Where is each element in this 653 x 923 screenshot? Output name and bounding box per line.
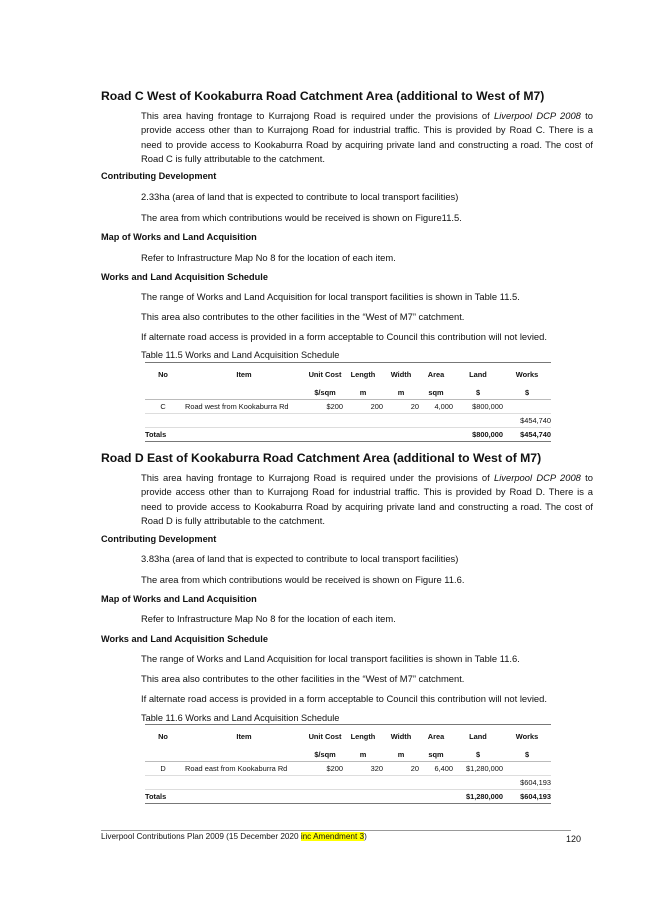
col-land-header: Land [453, 725, 503, 748]
unit-cell: m [397, 387, 405, 397]
cell-works [503, 400, 551, 414]
unit-cell: $/sqm [314, 387, 336, 397]
cell-no: D [145, 762, 181, 776]
unit-cell: $ [524, 387, 530, 397]
unit-cell: m [359, 749, 367, 759]
cell-width: 20 [383, 762, 419, 776]
col-area-header: Area [419, 363, 453, 386]
schedule-line: If alternate road access is provided in a form acceptable to Council this contribution will not levied. [141, 693, 547, 704]
section-intro [141, 471, 593, 529]
col-works-header: Works [503, 725, 551, 748]
intro-italic-ref: Liverpool DCP 2008 [494, 472, 581, 483]
footer-divider [101, 830, 571, 831]
table-caption: Table 11.5 Works and Land Acquisition Schedule [141, 350, 340, 360]
cell-area: 4,000 [419, 400, 453, 414]
section-title: Road C West of Kookaburra Road Catchment Area (additional to West of M7) [101, 89, 545, 103]
cell-unit-cost: $200 [307, 400, 343, 414]
intro-text: This area having frontage to Kurrajong Road is required under the provisions of [141, 110, 495, 121]
contributing-heading: Contributing Development [101, 534, 217, 544]
cell-length: 320 [343, 762, 383, 776]
col-item-header: Item [181, 725, 307, 748]
intro-text-cont: to provide access other than to Kurrajong Road for industrial traffic. This is provided by Road C. There is a need to provide access to Kookaburra Road by acquiring private land and constructing a road. The cost of Road C is fully attributable to the catchment. [141, 110, 593, 165]
table-totals-row [145, 428, 551, 442]
cell-no: C [145, 400, 181, 414]
unit-cell [181, 385, 307, 400]
cell-length: 200 [343, 400, 383, 414]
unit-cell: sqm [428, 749, 444, 759]
col-no-header: No [145, 725, 181, 748]
schedule-line: The range of Works and Land Acquisition for local transport facilities is shown in Table 11.5. [141, 291, 520, 302]
contributing-heading: Contributing Development [101, 171, 217, 181]
map-text: Refer to Infrastructure Map No 8 for the location of each item. [141, 252, 396, 263]
map-text: Refer to Infrastructure Map No 8 for the location of each item. [141, 613, 396, 624]
table-works-row [145, 414, 551, 428]
contributing-figure: The area from which contributions would be received is shown on Figure 11.6. [141, 574, 465, 585]
schedule-heading: Works and Land Acquisition Schedule [101, 272, 268, 282]
table-units-row [145, 747, 551, 762]
totals-label: Totals [145, 790, 307, 804]
schedule-line: This area also contributes to the other facilities in the “West of M7” catchment. [141, 673, 465, 684]
unit-cell: $ [475, 387, 481, 397]
footer-highlight: inc Amendment 3 [300, 832, 365, 841]
footer-plan-title: Liverpool Contributions Plan 2009 (15 December 2020 [101, 832, 301, 841]
cell-works-value: $604,193 [503, 776, 551, 790]
footer-close: ) [364, 832, 367, 841]
cell-land: $1,280,000 [453, 762, 503, 776]
totals-works: $454,740 [503, 428, 551, 442]
col-unit-cost-header: Unit Cost [307, 363, 343, 386]
table-units-row [145, 385, 551, 400]
intro-text-cont: to provide access other than to Kurrajong Road for industrial traffic. This is provided by Road D. There is a need to provide access to Kookaburra Road by acquiring private land and constructing a road. The cost of Road D is fully attributable to the catchment. [141, 472, 593, 527]
col-item-header: Item [181, 363, 307, 386]
table-header-row [145, 725, 551, 748]
section-intro [141, 109, 593, 167]
unit-cell [145, 747, 181, 762]
cell-works-value: $454,740 [503, 414, 551, 428]
contributing-area: 3.83ha (area of land that is expected to contribute to local transport facilities) [141, 553, 459, 564]
unit-cell [145, 385, 181, 400]
cell-item: Road west from Kookaburra Rd [181, 400, 307, 414]
totals-label: Totals [145, 428, 307, 442]
unit-cell: m [397, 749, 405, 759]
col-land-header: Land [453, 363, 503, 386]
unit-cell: m [359, 387, 367, 397]
totals-land: $800,000 [453, 428, 503, 442]
cell-width: 20 [383, 400, 419, 414]
table-row [145, 762, 551, 776]
intro-text: This area having frontage to Kurrajong Road is required under the provisions of [141, 472, 495, 483]
schedule-table [145, 362, 551, 442]
col-length-header: Length [343, 725, 383, 748]
unit-cell: $/sqm [314, 749, 336, 759]
col-width-header: Width [383, 363, 419, 386]
unit-cell: $ [524, 749, 530, 759]
schedule-line: If alternate road access is provided in a form acceptable to Council this contribution will not levied. [141, 331, 547, 342]
table-caption: Table 11.6 Works and Land Acquisition Schedule [141, 713, 340, 723]
totals-land: $1,280,000 [453, 790, 503, 804]
section-title: Road D East of Kookaburra Road Catchment Area (additional to West of M7) [101, 451, 542, 465]
table-header-row [145, 363, 551, 386]
contributing-figure: The area from which contributions would be received is shown on Figure11.5. [141, 212, 462, 223]
map-heading: Map of Works and Land Acquisition [101, 232, 257, 242]
col-width-header: Width [383, 725, 419, 748]
schedule-heading: Works and Land Acquisition Schedule [101, 634, 268, 644]
col-length-header: Length [343, 363, 383, 386]
table-totals-row [145, 790, 551, 804]
cell-area: 6,400 [419, 762, 453, 776]
totals-works: $604,193 [503, 790, 551, 804]
schedule-line: This area also contributes to the other facilities in the “West of M7” catchment. [141, 311, 465, 322]
col-works-header: Works [503, 363, 551, 386]
unit-cell: $ [475, 749, 481, 759]
cell-land: $800,000 [453, 400, 503, 414]
page-number: 120 [566, 834, 582, 844]
schedule-line: The range of Works and Land Acquisition for local transport facilities is shown in Table 11.6. [141, 653, 520, 664]
col-unit-cost-header: Unit Cost [307, 725, 343, 748]
unit-cell [181, 747, 307, 762]
cell-item: Road east from Kookaburra Rd [181, 762, 307, 776]
col-area-header: Area [419, 725, 453, 748]
map-heading: Map of Works and Land Acquisition [101, 594, 257, 604]
contributing-area: 2.33ha (area of land that is expected to contribute to local transport facilities) [141, 191, 459, 202]
unit-cell: sqm [428, 387, 444, 397]
intro-italic-ref: Liverpool DCP 2008 [494, 110, 581, 121]
cell-unit-cost: $200 [307, 762, 343, 776]
schedule-table [145, 724, 551, 804]
col-no-header: No [145, 363, 181, 386]
footer-text [101, 832, 367, 841]
table-row [145, 400, 551, 414]
table-works-row [145, 776, 551, 790]
cell-works [503, 762, 551, 776]
